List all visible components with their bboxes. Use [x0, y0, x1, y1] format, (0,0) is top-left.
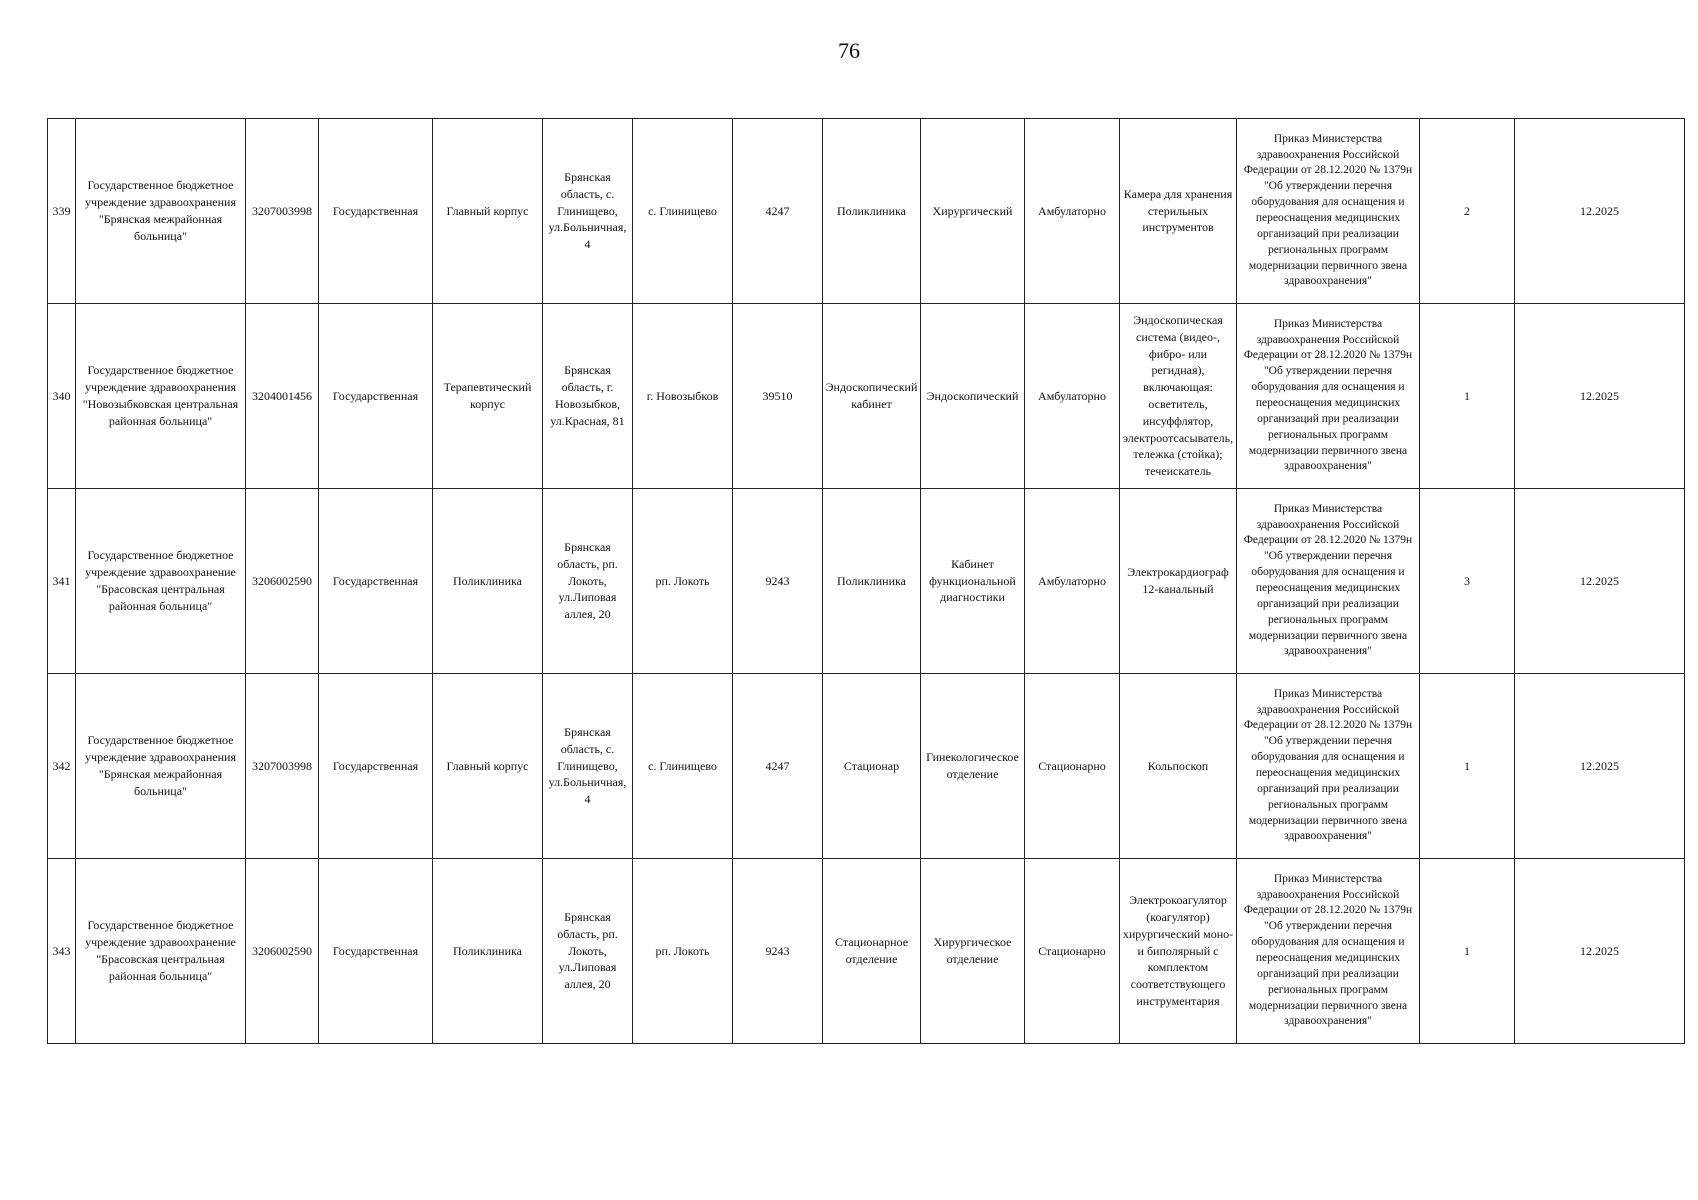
population-cell: 4247 — [733, 119, 823, 304]
subdivision-cell: Поликлиника — [823, 119, 921, 304]
care-form-cell: Стационарно — [1025, 674, 1120, 859]
organization-name-cell: Государственное бюджетное учреждение здравоохранения "Брянская межрайонная больница" — [76, 119, 246, 304]
legal-basis-cell: Приказ Министерства здравоохранения Российской Федерации от 28.12.2020 № 1379н "Об утверждении перечня оборудования для оснащения и переоснащения медицинских организаций при реализации региональных программ модернизации первичного звена здравоохранения" — [1237, 119, 1420, 304]
row-number-cell: 343 — [48, 859, 76, 1044]
page-number: 76 — [838, 38, 860, 63]
inn-cell: 3207003998 — [246, 674, 319, 859]
inn-cell: 3206002590 — [246, 859, 319, 1044]
address-cell: Брянская область, рп. Локоть, ул.Липовая аллея, 20 — [543, 859, 633, 1044]
inn-cell: 3204001456 — [246, 304, 319, 489]
profile-cell: Кабинет функциональной диагностики — [921, 489, 1025, 674]
population-cell: 39510 — [733, 304, 823, 489]
organization-name-cell: Государственное бюджетное учреждение здравоохранения "Новозыбковская центральная районная больница" — [76, 304, 246, 489]
settlement-cell: с. Глинищево — [633, 119, 733, 304]
table-row — [48, 304, 1685, 489]
settlement-cell: с. Глинищево — [633, 674, 733, 859]
settlement-cell: рп. Локоть — [633, 859, 733, 1044]
equipment-register-table — [47, 118, 1685, 1044]
row-number-cell: 341 — [48, 489, 76, 674]
deadline-cell: 12.2025 — [1515, 674, 1685, 859]
legal-basis-cell: Приказ Министерства здравоохранения Российской Федерации от 28.12.2020 № 1379н "Об утверждении перечня оборудования для оснащения и переоснащения медицинских организаций при реализации региональных программ модернизации первичного звена здравоохранения" — [1237, 489, 1420, 674]
building-cell: Главный корпус — [433, 674, 543, 859]
building-cell: Поликлиника — [433, 489, 543, 674]
ownership-type-cell: Государственная — [319, 304, 433, 489]
address-cell: Брянская область, г. Новозыбков, ул.Красная, 81 — [543, 304, 633, 489]
profile-cell: Гинекологическое отделение — [921, 674, 1025, 859]
register-body — [48, 119, 1685, 1044]
address-cell: Брянская область, с. Глинищево, ул.Больничная, 4 — [543, 674, 633, 859]
legal-basis-cell: Приказ Министерства здравоохранения Российской Федерации от 28.12.2020 № 1379н "Об утверждении перечня оборудования для оснащения и переоснащения медицинских организаций при реализации региональных программ модернизации первичного звена здравоохранения" — [1237, 674, 1420, 859]
ownership-type-cell: Государственная — [319, 859, 433, 1044]
ownership-type-cell: Государственная — [319, 489, 433, 674]
organization-name-cell: Государственное бюджетное учреждение здравоохранения "Брянская межрайонная больница" — [76, 674, 246, 859]
deadline-cell: 12.2025 — [1515, 304, 1685, 489]
building-cell: Главный корпус — [433, 119, 543, 304]
row-number-cell: 340 — [48, 304, 76, 489]
ownership-type-cell: Государственная — [319, 119, 433, 304]
deadline-cell: 12.2025 — [1515, 119, 1685, 304]
care-form-cell: Амбулаторно — [1025, 304, 1120, 489]
equipment-name-cell: Эндоскопическая система (видео-, фибро- или регидная), включающая: осветитель, инсуффлятор, электроотсасыватель, тележка (стойка); течеискатель — [1120, 304, 1237, 489]
row-number-cell: 342 — [48, 674, 76, 859]
equipment-name-cell: Кольпоскоп — [1120, 674, 1237, 859]
quantity-cell: 2 — [1420, 119, 1515, 304]
equipment-name-cell: Электрокоагулятор (коагулятор) хирургический моно- и биполярный с комплектом соответствующего инструментария — [1120, 859, 1237, 1044]
organization-name-cell: Государственное бюджетное учреждение здравоохранение "Брасовская центральная районная больница" — [76, 489, 246, 674]
deadline-cell: 12.2025 — [1515, 859, 1685, 1044]
profile-cell: Эндоскопический — [921, 304, 1025, 489]
quantity-cell: 3 — [1420, 489, 1515, 674]
quantity-cell: 1 — [1420, 859, 1515, 1044]
subdivision-cell: Поликлиника — [823, 489, 921, 674]
address-cell: Брянская область, рп. Локоть, ул.Липовая аллея, 20 — [543, 489, 633, 674]
table-row — [48, 119, 1685, 304]
legal-basis-cell: Приказ Министерства здравоохранения Российской Федерации от 28.12.2020 № 1379н "Об утверждении перечня оборудования для оснащения и переоснащения медицинских организаций при реализации региональных программ модернизации первичного звена здравоохранения" — [1237, 304, 1420, 489]
building-cell: Терапевтический корпус — [433, 304, 543, 489]
organization-name-cell: Государственное бюджетное учреждение здравоохранение "Брасовская центральная районная больница" — [76, 859, 246, 1044]
population-cell: 9243 — [733, 859, 823, 1044]
subdivision-cell: Стационар — [823, 674, 921, 859]
care-form-cell: Стационарно — [1025, 859, 1120, 1044]
legal-basis-cell: Приказ Министерства здравоохранения Российской Федерации от 28.12.2020 № 1379н "Об утверждении перечня оборудования для оснащения и переоснащения медицинских организаций при реализации региональных программ модернизации первичного звена здравоохранения" — [1237, 859, 1420, 1044]
equipment-name-cell: Электрокардиограф 12-канальный — [1120, 489, 1237, 674]
subdivision-cell: Эндоскопический кабинет — [823, 304, 921, 489]
building-cell: Поликлиника — [433, 859, 543, 1044]
care-form-cell: Амбулаторно — [1025, 489, 1120, 674]
quantity-cell: 1 — [1420, 674, 1515, 859]
inn-cell: 3206002590 — [246, 489, 319, 674]
equipment-name-cell: Камера для хранения стерильных инструментов — [1120, 119, 1237, 304]
profile-cell: Хирургическое отделение — [921, 859, 1025, 1044]
deadline-cell: 12.2025 — [1515, 489, 1685, 674]
quantity-cell: 1 — [1420, 304, 1515, 489]
subdivision-cell: Стационарное отделение — [823, 859, 921, 1044]
population-cell: 9243 — [733, 489, 823, 674]
ownership-type-cell: Государственная — [319, 674, 433, 859]
care-form-cell: Амбулаторно — [1025, 119, 1120, 304]
table-row — [48, 859, 1685, 1044]
table-row — [48, 489, 1685, 674]
settlement-cell: г. Новозыбков — [633, 304, 733, 489]
table-row — [48, 674, 1685, 859]
row-number-cell: 339 — [48, 119, 76, 304]
inn-cell: 3207003998 — [246, 119, 319, 304]
population-cell: 4247 — [733, 674, 823, 859]
settlement-cell: рп. Локоть — [633, 489, 733, 674]
profile-cell: Хирургический — [921, 119, 1025, 304]
address-cell: Брянская область, с. Глинищево, ул.Больничная, 4 — [543, 119, 633, 304]
